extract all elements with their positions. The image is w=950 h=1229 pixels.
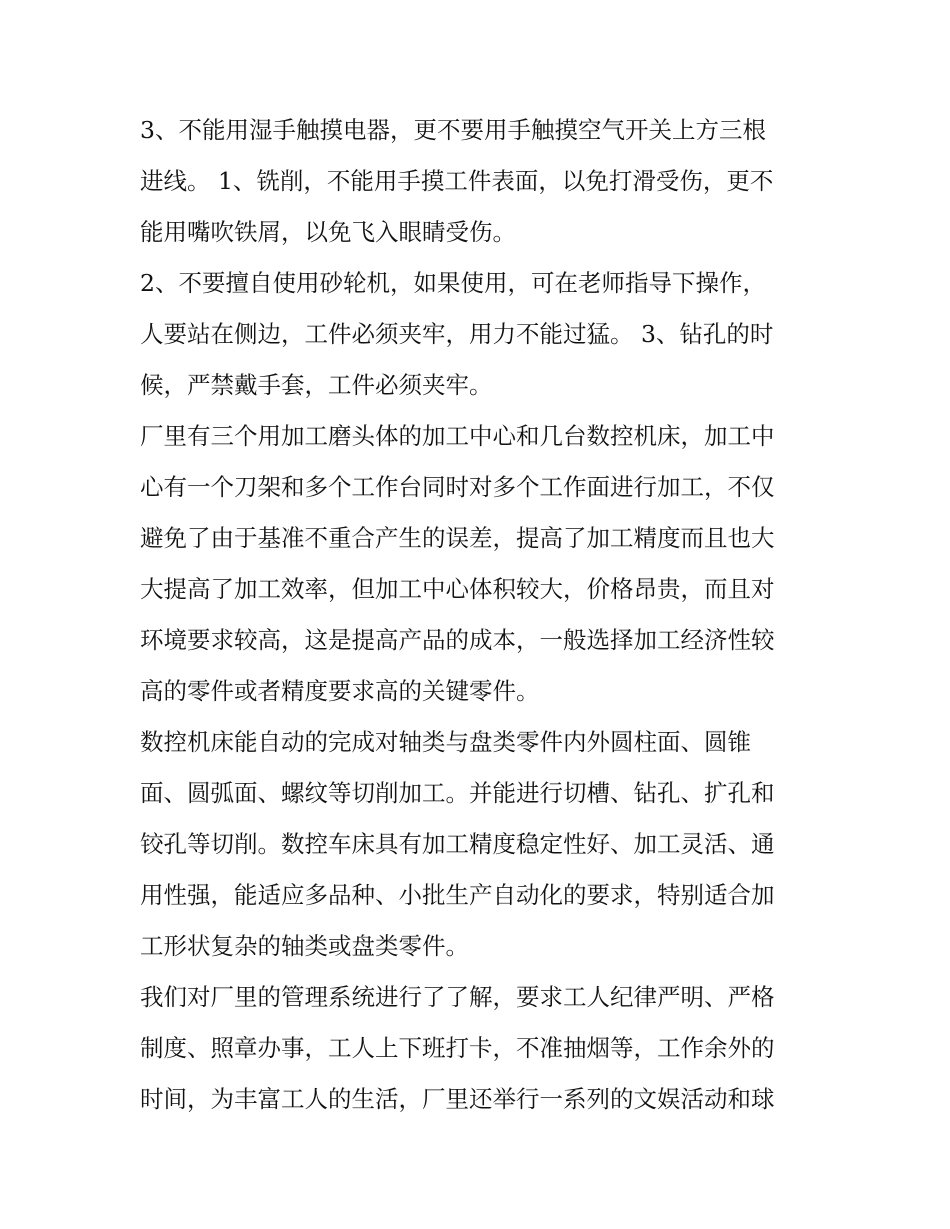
text-line: 面、圆弧面、螺纹等切削加工。并能进行切槽、钻孔、扩孔和 [140, 779, 775, 807]
text-line: 用性强，能适应多品种、小批生产自动化的要求，特别适合加 [140, 881, 775, 909]
text-line: 高的零件或者精度要求高的关键零件。 [140, 677, 540, 705]
text-line: 我们对厂里的管理系统进行了了解，要求工人纪律严明、严格 [140, 983, 775, 1011]
text-line: 环境要求较高，这是提高产品的成本，一般选择加工经济性较 [140, 626, 775, 654]
text-line: 能用嘴吹铁屑，以免飞入眼睛受伤。 [140, 218, 516, 246]
text-line: 制度、照章办事，工人上下班打卡，不准抽烟等，工作余外的 [140, 1034, 775, 1062]
text-line: 心有一个刀架和多个工作台同时对多个工作面进行加工，不仅 [140, 473, 775, 501]
text-line: 时间，为丰富工人的生活，厂里还举行一系列的文娱活动和球 [140, 1085, 775, 1113]
text-line: 铰孔等切削。数控车床具有加工精度稳定性好、加工灵活、通 [140, 830, 775, 858]
text-line: 3、不能用湿手触摸电器，更不要用手触摸空气开关上方三根 [140, 116, 766, 144]
text-line: 候，严禁戴手套，工件必须夹牢。 [140, 371, 493, 399]
text-line: 避免了由于基准不重合产生的误差，提高了加工精度而且也大 [140, 524, 775, 552]
text-line: 数控机床能自动的完成对轴类与盘类零件内外圆柱面、圆锥 [140, 728, 751, 756]
text-line: 厂里有三个用加工磨头体的加工中心和几台数控机床，加工中 [140, 422, 775, 450]
text-line: 2、不要擅自使用砂轮机，如果使用，可在老师指导下操作， [140, 269, 766, 297]
text-line: 工形状复杂的轴类或盘类零件。 [140, 932, 469, 960]
text-line: 大提高了加工效率，但加工中心体积较大，价格昂贵，而且对 [140, 575, 775, 603]
text-line: 人要站在侧边，工件必须夹牢，用力不能过猛。 3、钻孔的时 [140, 320, 774, 348]
document-body [140, 112, 812, 1132]
text-line: 进线。 1、铣削，不能用手摸工件表面，以免打滑受伤，更不 [140, 167, 774, 195]
